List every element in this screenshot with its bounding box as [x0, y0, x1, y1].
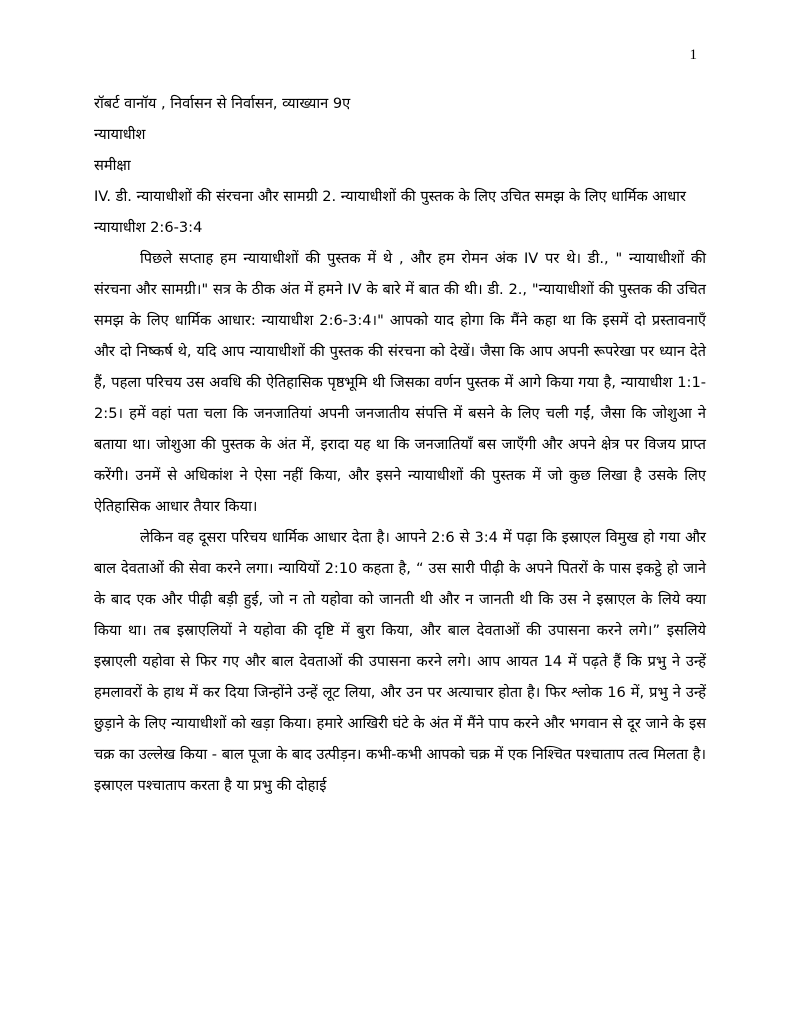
- body-paragraph: लेकिन वह दूसरा परिचय धार्मिक आधार देता है। आपने 2:6 से 3:4 में पढ़ा कि इस्राएल विमुख हो गया और बाल देवताओं की सेवा करने लगा। न्यायियों 2:10 कहता है, “ उस सारी पीढ़ी के अपने पितरों के पास इकट्ठे हो जाने के बाद एक और पीढ़ी बड़ी हुई, जो न तो यहोवा को जानती थी और न जानती थी कि उस ने इस्राएल के लिये क्या किया था। तब इस्राएलियों ने यहोवा की दृष्टि में बुरा किया, और बाल देवताओं की उपासना करने लगे।” इसलिये इस्राएली यहोवा से फिर गए और बाल देवताओं की उपासना करने लगे। आप आयत 14 में पढ़ते हैं कि प्रभु ने उन्हें हमलावरों के हाथ में कर दिया जिन्होंने उन्हें लूट लिया, और उन पर अत्याचार होता है। फिर श्लोक 16 में, प्रभु ने उन्हें छुड़ाने के लिए न्यायाधीशों को खड़ा किया। हमारे आखिरी घंटे के अंत में मैंने पाप करने और भगवान से दूर जाने के इस चक्र का उल्लेख किया - बाल पूजा के बाद उत्पीड़न। कभी-कभी आपको चक्र में एक निश्चित पश्चाताप तत्व मिलता है। इस्राएल पश्चाताप करता है या प्रभु की दोहाई: [94, 529, 706, 794]
- page-number: 1: [689, 47, 697, 63]
- outline-heading: IV. डी. न्यायाधीशों की संरचना और सामग्री 2. न्यायाधीशों की पुस्तक के लिए उचित समझ के लिए धार्मिक आधार न्यायाधीश 2:6-3:4: [94, 188, 686, 236]
- body-paragraph: पिछले सप्ताह हम न्यायाधीशों की पुस्तक में थे , और हम रोमन अंक IV पर थे। डी., " न्यायाधीशों की संरचना और सामग्री।" सत्र के ठीक अंत में हमने IV के बारे में बात की थी। डी. 2., "न्यायाधीशों की पुस्तक की उचित समझ के लिए धार्मिक आधार: न्यायाधीश 2:6-3:4।" आपको याद होगा कि मैंने कहा था कि इसमें दो प्रस्तावनाएँ और दो निष्कर्ष थे, यदि आप न्यायाधीशों की पुस्तक की संरचना को देखें। जैसा कि आप अपनी रूपरेखा पर ध्यान देते हैं, पहला परिचय उस अवधि की ऐतिहासिक पृष्ठभूमि थी जिसका वर्णन पुस्तक में आगे किया गया है, न्यायाधीश 1:1-2:5। हमें वहां पता चला कि जनजातियां अपनी जनजातीय संपत्ति में बसने के लिए चली गईं, जैसा कि जोशुआ ने बताया था। जोशुआ की पुस्तक के अंत में, इरादा यह था कि जनजातियाँ बस जाएँगी और अपने क्षेत्र पर विजय प्राप्त करेंगी। उनमें से अधिकांश ने ऐसा नहीं किया, और इसने न्यायाधीशों की पुस्तक में जो कुछ लिखा है उसके लिए ऐतिहासिक आधार तैयार किया।: [94, 250, 706, 515]
- section-heading: समीक्षा: [94, 157, 131, 174]
- lecture-title: रॉबर्ट वानॉय , निर्वासन से निर्वासन, व्याख्यान 9ए: [94, 95, 351, 112]
- lecture-subtitle: न्यायाधीश: [94, 126, 146, 143]
- document-content: [94, 88, 706, 801]
